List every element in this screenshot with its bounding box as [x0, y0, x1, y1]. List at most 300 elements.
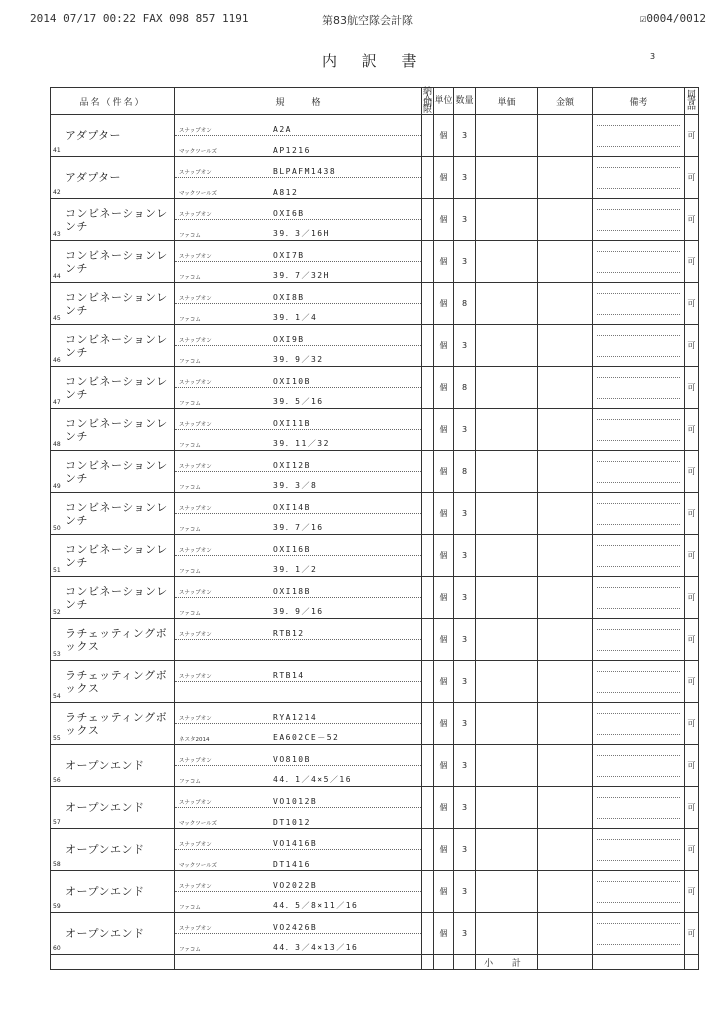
spec-line: [175, 200, 421, 220]
remarks-cell: [593, 535, 685, 577]
equivalent-flag: 可: [685, 577, 699, 619]
row-index: 53: [53, 651, 61, 658]
spec-line: [175, 914, 421, 934]
amount-cell: [538, 409, 593, 451]
spec-maker: ファコム: [179, 526, 201, 533]
spec-part-number: 39．5／16: [273, 396, 324, 406]
unit-price-cell: [476, 409, 538, 451]
spec-maker: ファコム: [179, 946, 201, 953]
qty-cell: 3: [454, 115, 476, 157]
spec-maker: スナップオン: [179, 127, 212, 134]
qty-cell: 3: [454, 409, 476, 451]
spec-part-number: OXI11B: [273, 418, 311, 428]
spec-maker: スナップオン: [179, 463, 212, 470]
spec-cell: [175, 199, 422, 241]
row-index: 45: [53, 315, 61, 322]
unit-cell: 個: [434, 493, 454, 535]
spec-line: [175, 178, 421, 198]
unit-price-cell: [476, 913, 538, 955]
spec-cell: [175, 157, 422, 199]
spec-maker: スナップオン: [179, 379, 212, 386]
item-name-cell: [51, 115, 175, 157]
lot-cell: [422, 283, 434, 325]
spec-maker: スナップオン: [179, 169, 212, 176]
spec-line: [175, 662, 421, 682]
spec-part-number: 39．1／4: [273, 312, 318, 322]
lot-cell: [422, 325, 434, 367]
remarks-cell: [593, 913, 685, 955]
amount-cell: [538, 787, 593, 829]
spec-maker: ファコム: [179, 778, 201, 785]
spec-line: [175, 472, 421, 492]
spec-line: [175, 788, 421, 808]
unit-cell: 個: [434, 367, 454, 409]
unit-price-cell: [476, 493, 538, 535]
remarks-cell: [593, 787, 685, 829]
equivalent-flag: 可: [685, 535, 699, 577]
unit-cell: 個: [434, 325, 454, 367]
spec-cell: [175, 745, 422, 787]
row-index: 46: [53, 357, 61, 364]
item-name-cell: [51, 451, 175, 493]
unit-cell: 個: [434, 661, 454, 703]
amount-cell: [538, 493, 593, 535]
lot-cell: [422, 619, 434, 661]
row-index: 52: [53, 609, 61, 616]
equivalent-flag: 可: [685, 745, 699, 787]
spec-cell: [175, 871, 422, 913]
spec-part-number: 39．3／8: [273, 480, 318, 490]
qty-cell: 8: [454, 451, 476, 493]
lot-cell: [422, 157, 434, 199]
item-name: オープンエンド: [65, 885, 145, 898]
spec-part-number: 39．9／32: [273, 354, 324, 364]
row-index: 59: [53, 903, 61, 910]
spec-part-number: RYA1214: [273, 712, 318, 722]
item-name: コンビネーションレンチ: [65, 206, 168, 233]
unit-price-cell: [476, 745, 538, 787]
row-index: 44: [53, 273, 61, 280]
amount-cell: [538, 577, 593, 619]
lot-cell: [422, 787, 434, 829]
row-index: 55: [53, 735, 61, 742]
spec-maker: ファコム: [179, 358, 201, 365]
spec-part-number: VO2022B: [273, 880, 318, 890]
spec-line: [175, 872, 421, 892]
table-row: [51, 745, 699, 787]
spec-maker: ファコム: [179, 610, 201, 617]
unit-cell: 個: [434, 241, 454, 283]
spec-line: [175, 640, 421, 660]
unit-cell: 個: [434, 871, 454, 913]
row-index: 42: [53, 189, 61, 196]
spec-line: [175, 934, 421, 954]
row-index: 47: [53, 399, 61, 406]
spec-part-number: EA602CE－52: [273, 732, 340, 742]
table-row: [51, 535, 699, 577]
item-name-cell: [51, 661, 175, 703]
spec-maker: ファコム: [179, 484, 201, 491]
spec-line: [175, 704, 421, 724]
spec-line: [175, 262, 421, 282]
equivalent-flag: 可: [685, 829, 699, 871]
table-row: [51, 703, 699, 745]
spec-maker: マックツールズ: [179, 190, 218, 197]
spec-maker: スナップオン: [179, 253, 212, 260]
spec-part-number: OXI12B: [273, 460, 311, 470]
spec-part-number: VO1416B: [273, 838, 318, 848]
spec-cell: [175, 535, 422, 577]
item-name-cell: [51, 619, 175, 661]
spec-line: [175, 746, 421, 766]
item-name-cell: [51, 325, 175, 367]
col-remarks-header: 備考: [593, 88, 685, 115]
subtotal-label: 小 計: [476, 955, 538, 970]
unit-price-cell: [476, 283, 538, 325]
spec-line: [175, 220, 421, 240]
equivalent-flag: 可: [685, 367, 699, 409]
item-name: オープンエンド: [65, 927, 145, 940]
spec-line: [175, 410, 421, 430]
item-name: オープンエンド: [65, 801, 145, 814]
spec-part-number: OXI7B: [273, 250, 305, 260]
fax-header-sender: 第83航空隊会計隊: [322, 14, 413, 27]
unit-price-cell: [476, 535, 538, 577]
spec-part-number: 39．11／32: [273, 438, 330, 448]
spec-line: [175, 620, 421, 640]
remarks-cell: [593, 367, 685, 409]
amount-cell: [538, 283, 593, 325]
item-name: オープンエンド: [65, 759, 145, 772]
spec-line: [175, 808, 421, 828]
col-amount-header: 金額: [538, 88, 593, 115]
item-name-cell: [51, 409, 175, 451]
spec-part-number: RTB12: [273, 628, 305, 638]
spec-part-number: OXI8B: [273, 292, 305, 302]
unit-cell: 個: [434, 283, 454, 325]
unit-price-cell: [476, 577, 538, 619]
unit-cell: 個: [434, 535, 454, 577]
remarks-cell: [593, 241, 685, 283]
spec-maker: スナップオン: [179, 295, 212, 302]
spec-line: [175, 830, 421, 850]
spec-part-number: OXI16B: [273, 544, 311, 554]
table-row: [51, 409, 699, 451]
spec-line: [175, 368, 421, 388]
spec-maker: スナップオン: [179, 715, 212, 722]
subtotal-row: [51, 955, 699, 970]
equivalent-flag: 可: [685, 409, 699, 451]
unit-cell: 個: [434, 451, 454, 493]
unit-price-cell: [476, 199, 538, 241]
spec-line: [175, 116, 421, 136]
remarks-cell: [593, 745, 685, 787]
remarks-cell: [593, 829, 685, 871]
spec-maker: スナップオン: [179, 211, 212, 218]
row-index: 50: [53, 525, 61, 532]
equivalent-flag: 可: [685, 451, 699, 493]
spec-part-number: VO2426B: [273, 922, 318, 932]
spec-cell: [175, 493, 422, 535]
spec-cell: [175, 367, 422, 409]
amount-cell: [538, 829, 593, 871]
lot-cell: [422, 913, 434, 955]
lot-cell: [422, 115, 434, 157]
amount-cell: [538, 745, 593, 787]
qty-cell: 3: [454, 745, 476, 787]
row-index: 48: [53, 441, 61, 448]
table-row: [51, 871, 699, 913]
spec-part-number: 39．9／16: [273, 606, 324, 616]
item-name-cell: [51, 871, 175, 913]
col-equivalent-header: 同等品: [685, 88, 699, 115]
remarks-cell: [593, 661, 685, 703]
unit-price-cell: [476, 871, 538, 913]
qty-cell: 3: [454, 199, 476, 241]
lot-cell: [422, 871, 434, 913]
item-name-cell: [51, 157, 175, 199]
row-index: 43: [53, 231, 61, 238]
spec-part-number: 39．1／2: [273, 564, 318, 574]
item-name: コンビネーションレンチ: [65, 584, 168, 611]
spec-maker: ファコム: [179, 400, 201, 407]
spec-line: [175, 766, 421, 786]
item-name: アダプター: [65, 129, 121, 142]
qty-cell: 3: [454, 619, 476, 661]
spec-line: [175, 494, 421, 514]
equivalent-flag: 可: [685, 661, 699, 703]
table-row: [51, 829, 699, 871]
spec-line: [175, 430, 421, 450]
item-name: ラチェッティングボックス: [65, 710, 168, 737]
spec-line: [175, 598, 421, 618]
spec-line: [175, 514, 421, 534]
remarks-cell: [593, 871, 685, 913]
spec-part-number: 44．1／4×5／16: [273, 774, 353, 784]
spec-part-number: 39．7／16: [273, 522, 324, 532]
spec-cell: [175, 703, 422, 745]
spec-part-number: RTB14: [273, 670, 305, 680]
equivalent-flag: 可: [685, 787, 699, 829]
col-spec-header: 規 格: [175, 88, 422, 115]
spec-maker: スナップオン: [179, 589, 212, 596]
col-unit-price-header: 単価: [476, 88, 538, 115]
remarks-cell: [593, 493, 685, 535]
equivalent-flag: 可: [685, 325, 699, 367]
spec-line: [175, 452, 421, 472]
row-index: 51: [53, 567, 61, 574]
item-name: アダプター: [65, 171, 121, 184]
spec-part-number: 44．3／4×13／16: [273, 942, 359, 952]
remarks-cell: [593, 199, 685, 241]
amount-cell: [538, 703, 593, 745]
qty-cell: 3: [454, 661, 476, 703]
spec-line: [175, 158, 421, 178]
spec-line: [175, 388, 421, 408]
unit-price-cell: [476, 367, 538, 409]
unit-cell: 個: [434, 703, 454, 745]
spec-part-number: A2A: [273, 124, 292, 134]
item-name-cell: [51, 703, 175, 745]
row-index: 58: [53, 861, 61, 868]
spec-cell: [175, 451, 422, 493]
item-name: ラチェッティングボックス: [65, 668, 168, 695]
lot-cell: [422, 577, 434, 619]
equivalent-flag: 可: [685, 871, 699, 913]
remarks-cell: [593, 619, 685, 661]
lot-cell: [422, 829, 434, 871]
item-name-cell: [51, 745, 175, 787]
breakdown-table: [50, 87, 699, 970]
item-name-cell: [51, 367, 175, 409]
remarks-cell: [593, 325, 685, 367]
item-name-cell: [51, 577, 175, 619]
equivalent-flag: 可: [685, 199, 699, 241]
item-name-cell: [51, 535, 175, 577]
spec-line: [175, 556, 421, 576]
spec-line: [175, 850, 421, 870]
lot-cell: [422, 703, 434, 745]
unit-price-cell: [476, 787, 538, 829]
unit-price-cell: [476, 829, 538, 871]
unit-cell: 個: [434, 115, 454, 157]
spec-maker: スナップオン: [179, 799, 212, 806]
spec-maker: スナップオン: [179, 925, 212, 932]
unit-price-cell: [476, 157, 538, 199]
unit-price-cell: [476, 703, 538, 745]
subtotal-amount: [538, 955, 593, 970]
unit-cell: 個: [434, 577, 454, 619]
spec-line: [175, 284, 421, 304]
lot-cell: [422, 241, 434, 283]
spec-part-number: 44．5／8×11／16: [273, 900, 359, 910]
spec-cell: [175, 283, 422, 325]
item-name: コンビネーションレンチ: [65, 416, 168, 443]
spec-part-number: OXI6B: [273, 208, 305, 218]
spec-part-number: 39．7／32H: [273, 270, 330, 280]
col-lot-header: 納入期限: [422, 87, 432, 115]
spec-maker: スナップオン: [179, 337, 212, 344]
unit-cell: 個: [434, 787, 454, 829]
document-title: 内 訳 書: [322, 52, 427, 70]
table-row: [51, 661, 699, 703]
equivalent-flag: 可: [685, 157, 699, 199]
amount-cell: [538, 367, 593, 409]
spec-cell: [175, 913, 422, 955]
spec-maker: ファコム: [179, 274, 201, 281]
item-name-cell: [51, 241, 175, 283]
lot-cell: [422, 409, 434, 451]
row-index: 56: [53, 777, 61, 784]
amount-cell: [538, 241, 593, 283]
qty-cell: 3: [454, 241, 476, 283]
amount-cell: [538, 451, 593, 493]
header-row: [51, 88, 699, 115]
table-row: [51, 115, 699, 157]
table-row: [51, 199, 699, 241]
spec-part-number: OXI10B: [273, 376, 311, 386]
item-name: コンビネーションレンチ: [65, 458, 168, 485]
table-row: [51, 787, 699, 829]
unit-price-cell: [476, 619, 538, 661]
equivalent-flag: 可: [685, 493, 699, 535]
remarks-cell: [593, 115, 685, 157]
lot-cell: [422, 367, 434, 409]
amount-cell: [538, 913, 593, 955]
spec-part-number: VO810B: [273, 754, 311, 764]
qty-cell: 3: [454, 829, 476, 871]
spec-cell: [175, 661, 422, 703]
unit-cell: 個: [434, 829, 454, 871]
spec-cell: [175, 619, 422, 661]
lot-cell: [422, 661, 434, 703]
spec-part-number: OXI14B: [273, 502, 311, 512]
spec-line: [175, 892, 421, 912]
item-name-cell: [51, 493, 175, 535]
remarks-cell: [593, 157, 685, 199]
spec-cell: [175, 829, 422, 871]
spec-part-number: OXI9B: [273, 334, 305, 344]
item-name: ラチェッティングボックス: [65, 626, 168, 653]
table-row: [51, 493, 699, 535]
spec-part-number: 39．3／16H: [273, 228, 330, 238]
spec-line: [175, 346, 421, 366]
table-row: [51, 577, 699, 619]
row-index: 49: [53, 483, 61, 490]
lot-cell: [422, 199, 434, 241]
remarks-cell: [593, 577, 685, 619]
table-row: [51, 283, 699, 325]
lot-cell: [422, 451, 434, 493]
table-row: [51, 367, 699, 409]
table-row: [51, 913, 699, 955]
unit-price-cell: [476, 325, 538, 367]
page-number: 3: [650, 52, 656, 61]
row-index: 57: [53, 819, 61, 826]
equivalent-flag: 可: [685, 619, 699, 661]
lot-cell: [422, 745, 434, 787]
spec-maker: マックツールズ: [179, 820, 218, 827]
amount-cell: [538, 157, 593, 199]
spec-line: [175, 536, 421, 556]
spec-maker: マックツールズ: [179, 862, 218, 869]
unit-cell: 個: [434, 619, 454, 661]
item-name-cell: [51, 787, 175, 829]
spec-part-number: DT1012: [273, 817, 311, 827]
unit-cell: 個: [434, 745, 454, 787]
spec-line: [175, 578, 421, 598]
table-row: [51, 451, 699, 493]
lot-cell: [422, 493, 434, 535]
amount-cell: [538, 871, 593, 913]
spec-maker: スナップオン: [179, 673, 212, 680]
spec-maker: マックツールズ: [179, 148, 218, 155]
item-name-cell: [51, 829, 175, 871]
spec-maker: スナップオン: [179, 883, 212, 890]
col-qty-header: 数量: [454, 88, 476, 115]
amount-cell: [538, 661, 593, 703]
unit-cell: 個: [434, 199, 454, 241]
unit-price-cell: [476, 115, 538, 157]
unit-cell: 個: [434, 409, 454, 451]
fax-header-page: ☑0004/0012: [639, 12, 706, 25]
row-index: 41: [53, 147, 61, 154]
spec-line: [175, 136, 421, 156]
equivalent-flag: 可: [685, 703, 699, 745]
equivalent-flag: 可: [685, 283, 699, 325]
spec-cell: [175, 787, 422, 829]
spec-line: [175, 304, 421, 324]
